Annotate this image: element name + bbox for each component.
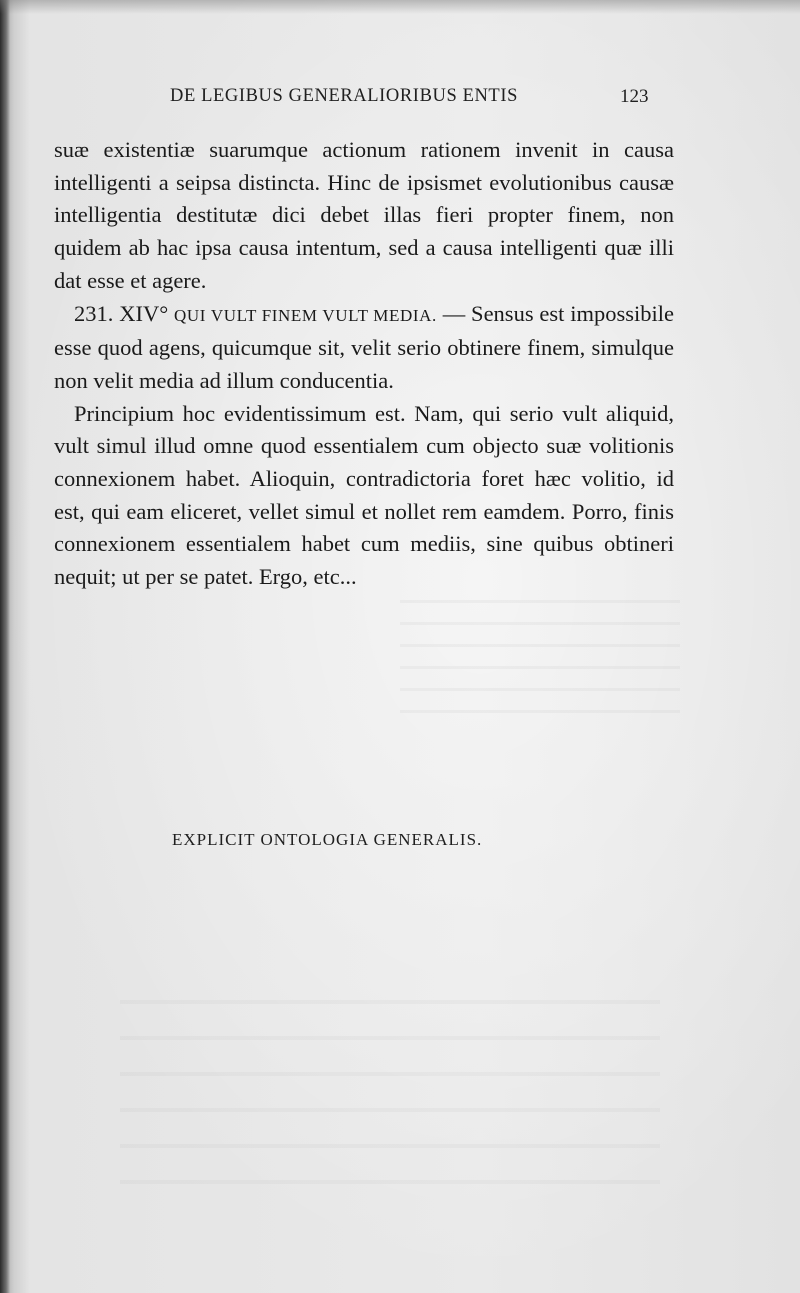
section-text: — Sensus est impossibile esse quod agens, quicumque sit, velit serio obtinere finem, simulque non velit media ad illum conducentia. (54, 300, 674, 393)
running-head: DE LEGIBUS GENERALIORIBUS ENTIS (170, 86, 518, 106)
page-gutter-shadow (0, 0, 10, 1293)
section-heading: QUI VULT FINEM VULT MEDIA. (174, 305, 437, 325)
paragraph-231 (54, 298, 674, 398)
paragraph-continuation: suæ existentiæ suarumque actionum rationem invenit in causa intelligenti a seipsa distincta. Hinc de ipsismet evolutionibus causæ intelligentia destitutæ dici debet illas fieri propter finem, non quidem ab hac ipsa causa intentum, sed a causa intelligenti quæ illi dat esse et agere. (54, 137, 674, 293)
section-number: 231. XIV° (74, 300, 169, 326)
page-number: 123 (620, 86, 649, 107)
main-text (54, 134, 674, 594)
bleed-through-imprint (120, 1000, 660, 1190)
explicit-line: EXPLICIT ONTOLOGIA GENERALIS. (172, 830, 483, 849)
paragraph-principium: Principium hoc evidentissimum est. Nam, qui serio vult aliquid, vult simul illud omne quod essentialem cum objecto suæ volitionis connexionem habet. Alioquin, contradictoria foret hæc volitio, id est, qui eam eliceret, vellet simul et nollet rem eamdem. Porro, finis connexionem essentialem habet cum mediis, sine quibus obtineri nequit; ut per se patet. Ergo, etc... (54, 400, 674, 590)
bleed-through-block (400, 600, 680, 730)
page-top-shadow (0, 0, 800, 14)
